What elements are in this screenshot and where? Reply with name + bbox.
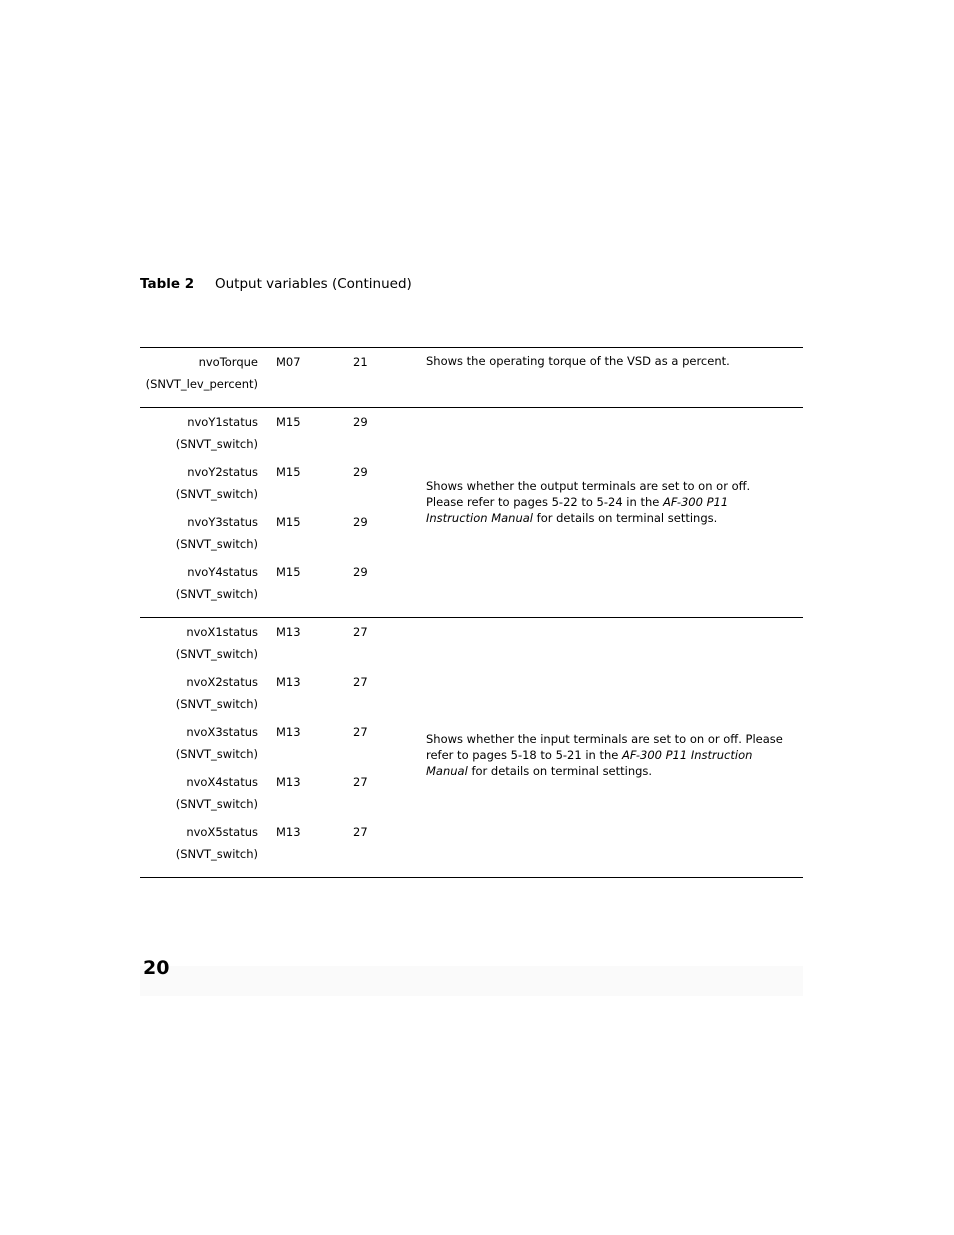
row-description <box>426 731 791 779</box>
variable-name: nvoX1status <box>186 625 258 639</box>
table-group-input-terminals <box>140 617 803 878</box>
variable-name: nvoTorque <box>198 355 258 369</box>
function-code: M15 <box>276 515 301 529</box>
row-description <box>426 478 791 526</box>
manual-title: AF-300 P11 Instruction Manual <box>426 748 753 778</box>
function-code: M15 <box>276 415 301 429</box>
index-number: 27 <box>353 675 368 689</box>
variable-name: nvoY1status <box>187 415 258 429</box>
index-number: 27 <box>353 625 368 639</box>
variable-name: nvoX4status <box>186 775 258 789</box>
variable-type: (SNVT_switch) <box>175 797 258 811</box>
variable-type: (SNVT_switch) <box>175 587 258 601</box>
function-code: M13 <box>276 625 301 639</box>
index-number: 29 <box>353 415 368 429</box>
variable-name: nvoX2status <box>186 675 258 689</box>
function-code: M13 <box>276 825 301 839</box>
table-label: Table 2 <box>140 276 195 292</box>
index-number: 27 <box>353 825 368 839</box>
table-caption <box>140 276 412 292</box>
table-group-torque <box>140 347 803 407</box>
output-variables-table <box>140 347 803 878</box>
description-text: for details on terminal settings. <box>467 764 653 778</box>
index-number: 27 <box>353 725 368 739</box>
variable-type: (SNVT_switch) <box>175 647 258 661</box>
table-row <box>140 623 803 673</box>
description-text: for details on terminal settings. <box>533 511 718 525</box>
manual-title: AF-300 P11 Instruction Manual <box>426 495 729 525</box>
table-row <box>140 773 803 823</box>
function-code: M13 <box>276 725 301 739</box>
index-number: 29 <box>353 515 368 529</box>
table-row <box>140 563 803 613</box>
table-title: Output variables (Continued) <box>215 276 412 292</box>
variable-type: (SNVT_switch) <box>175 847 258 861</box>
description-text: Shows whether the output terminals are set to on or off. Please refer to pages 5-22 to 5-24 in the <box>426 479 751 509</box>
variable-type: (SNVT_switch) <box>175 487 258 501</box>
variable-name: nvoY3status <box>187 515 258 529</box>
index-number: 29 <box>353 565 368 579</box>
table-row <box>140 673 803 723</box>
variable-type: (SNVT_switch) <box>175 437 258 451</box>
table-row <box>140 413 803 463</box>
variable-type: (SNVT_lev_percent) <box>145 377 258 391</box>
variable-name: nvoX3status <box>186 725 258 739</box>
footer-band <box>140 966 803 996</box>
function-code: M15 <box>276 465 301 479</box>
function-code: M13 <box>276 675 301 689</box>
variable-type: (SNVT_switch) <box>175 747 258 761</box>
row-description: Shows the operating torque of the VSD as a percent. <box>426 354 730 368</box>
variable-name: nvoY4status <box>187 565 258 579</box>
function-code: M13 <box>276 775 301 789</box>
function-code: M07 <box>276 355 301 369</box>
table-row <box>140 823 803 873</box>
table-group-output-terminals <box>140 407 803 617</box>
index-number: 27 <box>353 775 368 789</box>
page-number: 20 <box>143 957 170 979</box>
variable-name: nvoY2status <box>187 465 258 479</box>
variable-type: (SNVT_switch) <box>175 697 258 711</box>
index-number: 21 <box>353 355 368 369</box>
index-number: 29 <box>353 465 368 479</box>
description-text: Shows whether the input terminals are set to on or off. Please refer to pages 5-18 to 5-21 in the <box>426 732 783 762</box>
function-code: M15 <box>276 565 301 579</box>
variable-type: (SNVT_switch) <box>175 537 258 551</box>
variable-name: nvoX5status <box>186 825 258 839</box>
